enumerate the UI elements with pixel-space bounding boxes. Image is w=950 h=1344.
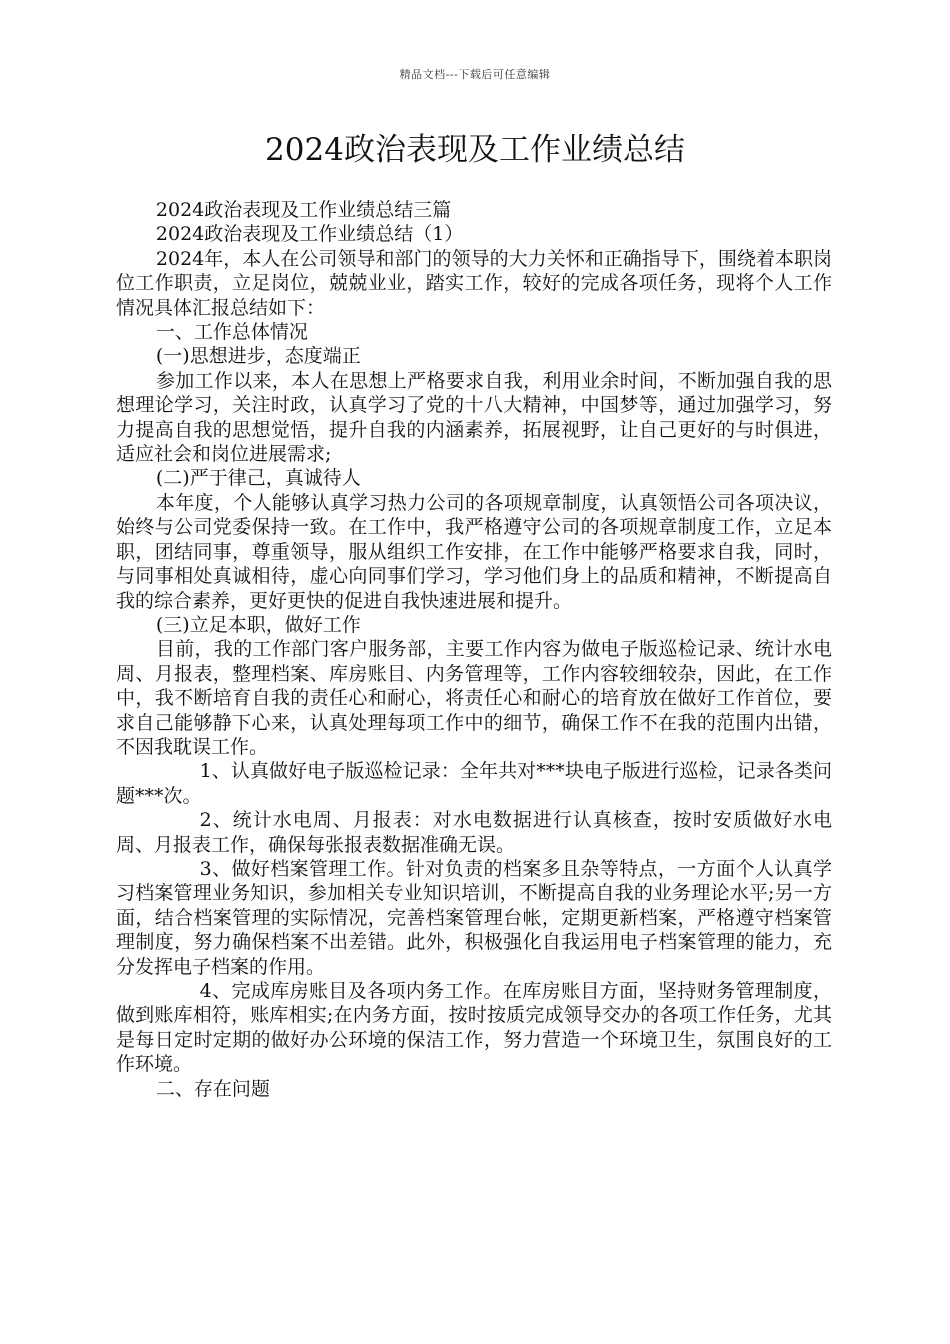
heading-focus-on-job: (三)立足本职，做好工作 [155, 613, 361, 636]
paragraph-subtitle: 2024政治表现及工作业绩总结三篇 [155, 199, 452, 221]
heading-self-discipline: (二)严于律己，真诚待人 [155, 467, 361, 490]
heading-overall-situation: 一、工作总体情况 [155, 321, 308, 344]
list-item-inspection-records: 1、认真做好电子版巡检记录：全年共对***块电子版进行巡检，记录各类问题***次。 [116, 760, 832, 807]
list-item-archive-management: 3、做好档案管理工作。针对负责的档案多且杂等特点，一方面个人认真学习档案管理业务知识，参加相关专业知识培训，不断提高自我的业务理论水平;另一方面，结合档案管理的实际情况，完善档案管理台帐，定期更新档案，严格遵守档案管理制度，努力确保档案不出差错。此外，积极强化自我运用电子档案管理的能力，充分发挥电子档案的作用。 [116, 857, 832, 978]
paragraph-self-discipline: 本年度，个人能够认真学习热力公司的各项规章制度，认真领悟公司各项决议，始终与公司党委保持一致。在工作中，我严格遵守公司的各项规章制度工作，立足本职，团结同事，尊重领导，服从组织工作安排，在工作中能够严格要求自我，同时，与同事相处真诚相待，虚心向同事们学习，学习他们身上的品质和精神，不断提高自我的综合素养，更好更快的促进自我快速进展和提升。 [116, 491, 832, 612]
heading-existing-problems: 二、存在问题 [155, 1077, 270, 1100]
list-item-utility-reports: 2、统计水电周、月报表：对水电数据进行认真核查，按时安质做好水电周、月报表工作，确保每张报表数据准确无误。 [116, 809, 832, 856]
list-item-warehouse-accounts: 4、完成库房账目及各项内务工作。在库房账目方面，坚持财务管理制度，做到账库相符，账库相实;在内务方面，按时按质完成领导交办的各项工作任务，尤其是每日定时定期的做好办公环境的保洁工作，努力营造一个环境卫生，氛围良好的工作环境。 [116, 980, 832, 1076]
paragraph-ideological-progress: 参加工作以来，本人在思想上严格要求自我，利用业余时间，不断加强自我的思想理论学习，关注时政，认真学习了党的十八大精神，中国梦等，通过加强学习，努力提高自我的思想觉悟，提升自我的内涵素养，拓展视野，让自己更好的与时俱进，适应社会和岗位进展需求; [116, 369, 832, 466]
paragraph-focus-on-job: 目前，我的工作部门客户服务部，主要工作内容为做电子版巡检记录、统计水电周、月报表，整理档案、库房账目、内务管理等，工作内容较细较杂，因此，在工作中，我不断培育自我的责任心和耐心，将责任心和耐心的培育放在做好工作首位，要求自己能够静下心来，认真处理每项工作中的细节，确保工作不在我的范围内出错，不因我耽误工作。 [116, 638, 832, 758]
document-title: 2024政治表现及工作业绩总结 [265, 132, 685, 168]
page-header-note: 精品文档---下载后可任意编辑 [399, 68, 551, 81]
paragraph-intro: 2024年，本人在公司领导和部门的领导的大力关怀和正确指导下，围绕着本职岗位工作职责，立足岗位，兢兢业业，踏实工作，较好的完成各项任务，现将个人工作情况具体汇报总结如下： [116, 247, 832, 319]
paragraph-section-heading: 2024政治表现及工作业绩总结（1） [155, 223, 464, 246]
document-body [116, 198, 832, 1101]
heading-ideological-progress: (一)思想进步，态度端正 [155, 345, 361, 368]
